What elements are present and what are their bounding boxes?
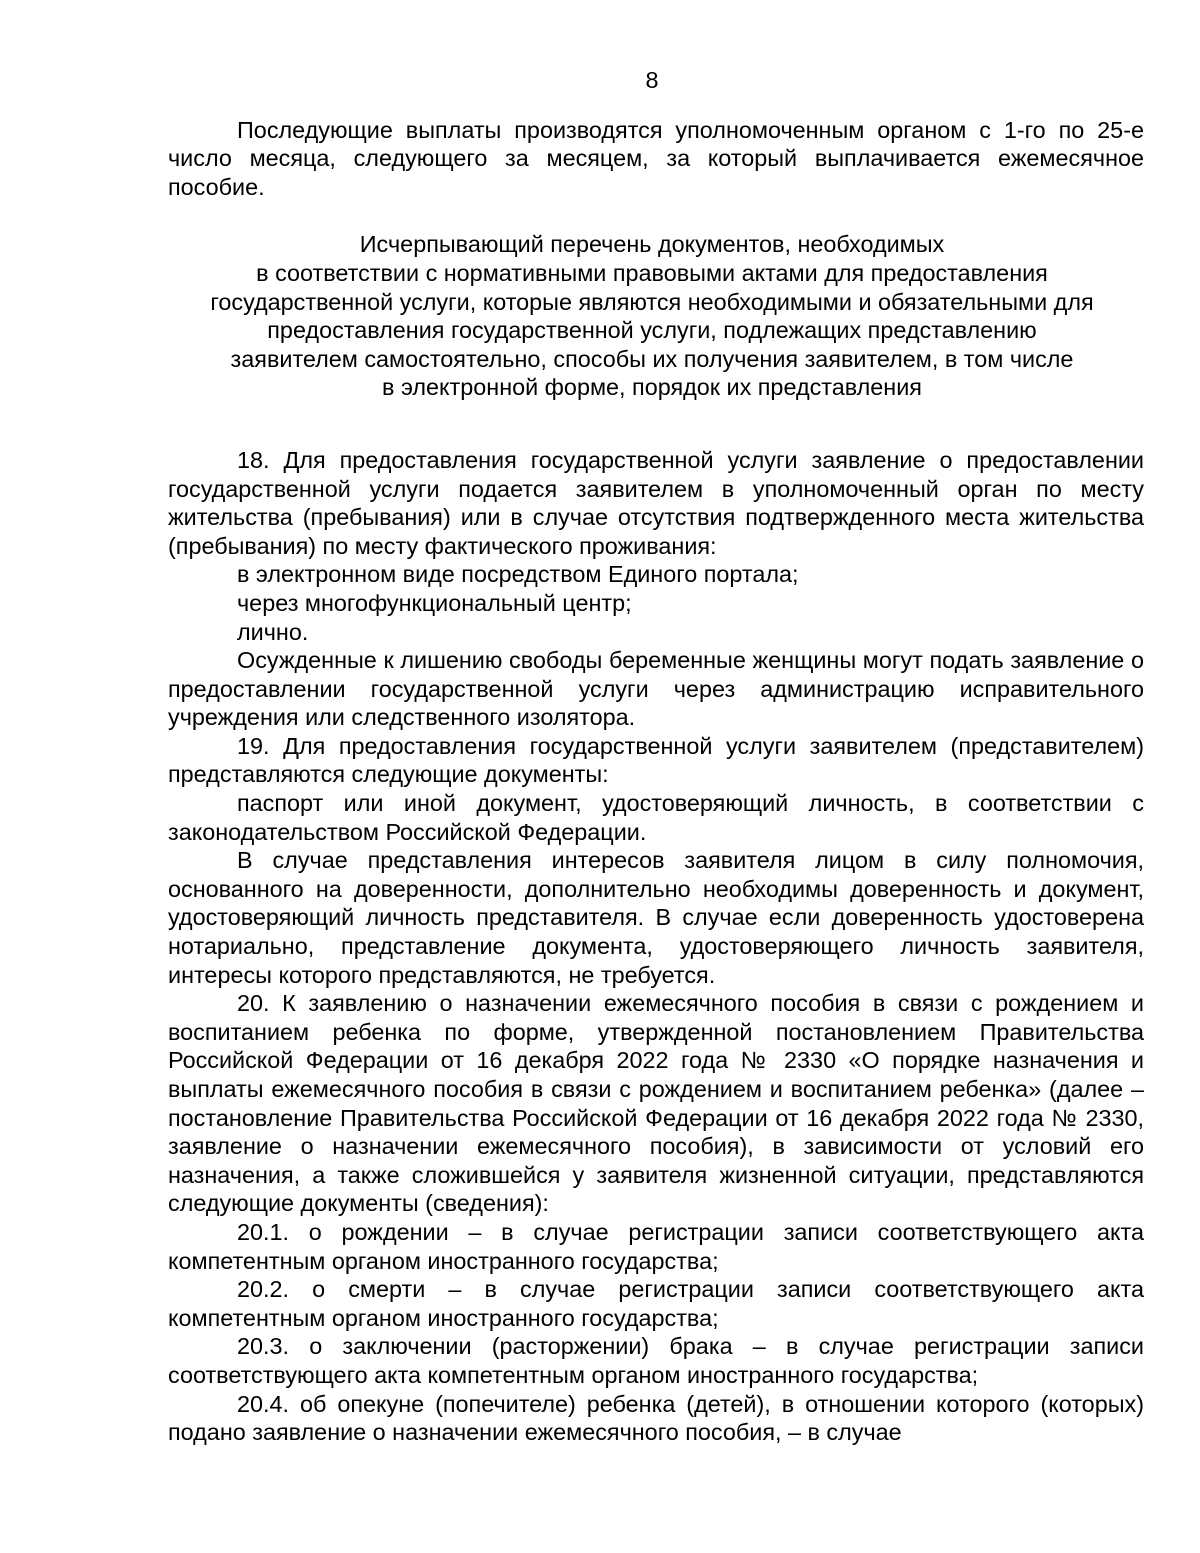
section-heading-line: в соответствии с нормативными правовыми актами для предоставления <box>256 259 1048 286</box>
page-number: 8 <box>645 67 659 93</box>
list-item-in-person: лично. <box>237 618 309 645</box>
paragraph-20-3: 20.3. о заключении (расторжении) брака – в случае регистрации записи соответствующего акта компетентным органом иностранного государства; <box>168 1333 1144 1388</box>
section-heading-line: в электронной форме, порядок их представления <box>382 374 922 401</box>
paragraph-19: 19. Для предоставления государственной услуги заявителем (представителем) представляются следующие документы: <box>168 732 1144 788</box>
paragraph-18: 18. Для предоставления государственной услуги заявление о предоставлении государственной услуги подается заявителем в уполномоченный орган по месту жительства (пребывания) или в случае отсутствия подтвержденного места жительства (пребывания) по месту фактического проживания: <box>168 446 1144 559</box>
paragraph-20: 20. К заявлению о назначении ежемесячного пособия в связи с рождением и воспитанием ребенка по форме, утвержденной постановлением Правительства Российской Федерации от 16 декабря 2022 года № 2330 «О порядке назначения и выплаты ежемесячного пособия в связи с рождением и воспитанием ребенка» (далее – постановление Правительства Российской Федерации от 16 декабря 2022 года № 2330, заявление о назначении ежемесячного пособия), в зависимости от условий его назначения, а также сложившейся у заявителя жизненной ситуации, представляются следующие документы (сведения): <box>168 990 1144 1217</box>
list-item-electronic: в электронном виде посредством Единого портала; <box>237 561 799 588</box>
document-page <box>168 66 1144 1447</box>
section-heading-line: заявителем самостоятельно, способы их получения заявителем, в том числе <box>230 345 1074 372</box>
intro-paragraph: Последующие выплаты производятся уполномоченным органом с 1-го по 25-е число месяца, следующего за месяцем, за который выплачивается ежемесячное пособие. <box>168 116 1144 200</box>
paragraph-20-2: 20.2. о смерти – в случае регистрации записи соответствующего акта компетентным органом иностранного государства; <box>168 1276 1144 1331</box>
section-heading-line: Исчерпывающий перечень документов, необходимых <box>359 231 945 258</box>
list-item-passport: паспорт или иной документ, удостоверяющий личность, в соответствии с законодательством Российской Федерации. <box>168 790 1144 845</box>
paragraph-20-4: 20.4. об опекуне (попечителе) ребенка (детей), в отношении которого (которых) подано заявление о назначении ежемесячного пособия, – в случае <box>168 1390 1144 1446</box>
paragraph-representative: В случае представления интересов заявителя лицом в силу полномочия, основанного на доверенности, дополнительно необходимы доверенность и документ, удостоверяющий личность представителя. В случае если доверенность удостоверена нотариально, представление документа, удостоверяющего личность заявителя, интересы которого представляются, не требуется. <box>168 847 1144 988</box>
list-item-mfc: через многофункциональный центр; <box>237 589 632 616</box>
section-heading-line: государственной услуги, которые являются необходимыми и обязательными для <box>210 288 1094 315</box>
paragraph-20-1: 20.1. о рождении – в случае регистрации записи соответствующего акта компетентным органом иностранного государства; <box>168 1218 1144 1274</box>
paragraph-convicted-women: Осужденные к лишению свободы беременные женщины могут подать заявление о предоставлении государственной услуги через администрацию исправительного учреждения или следственного изолятора. <box>168 647 1144 731</box>
section-heading-line: предоставления государственной услуги, подлежащих представлению <box>267 317 1037 344</box>
section-heading <box>164 230 1140 402</box>
